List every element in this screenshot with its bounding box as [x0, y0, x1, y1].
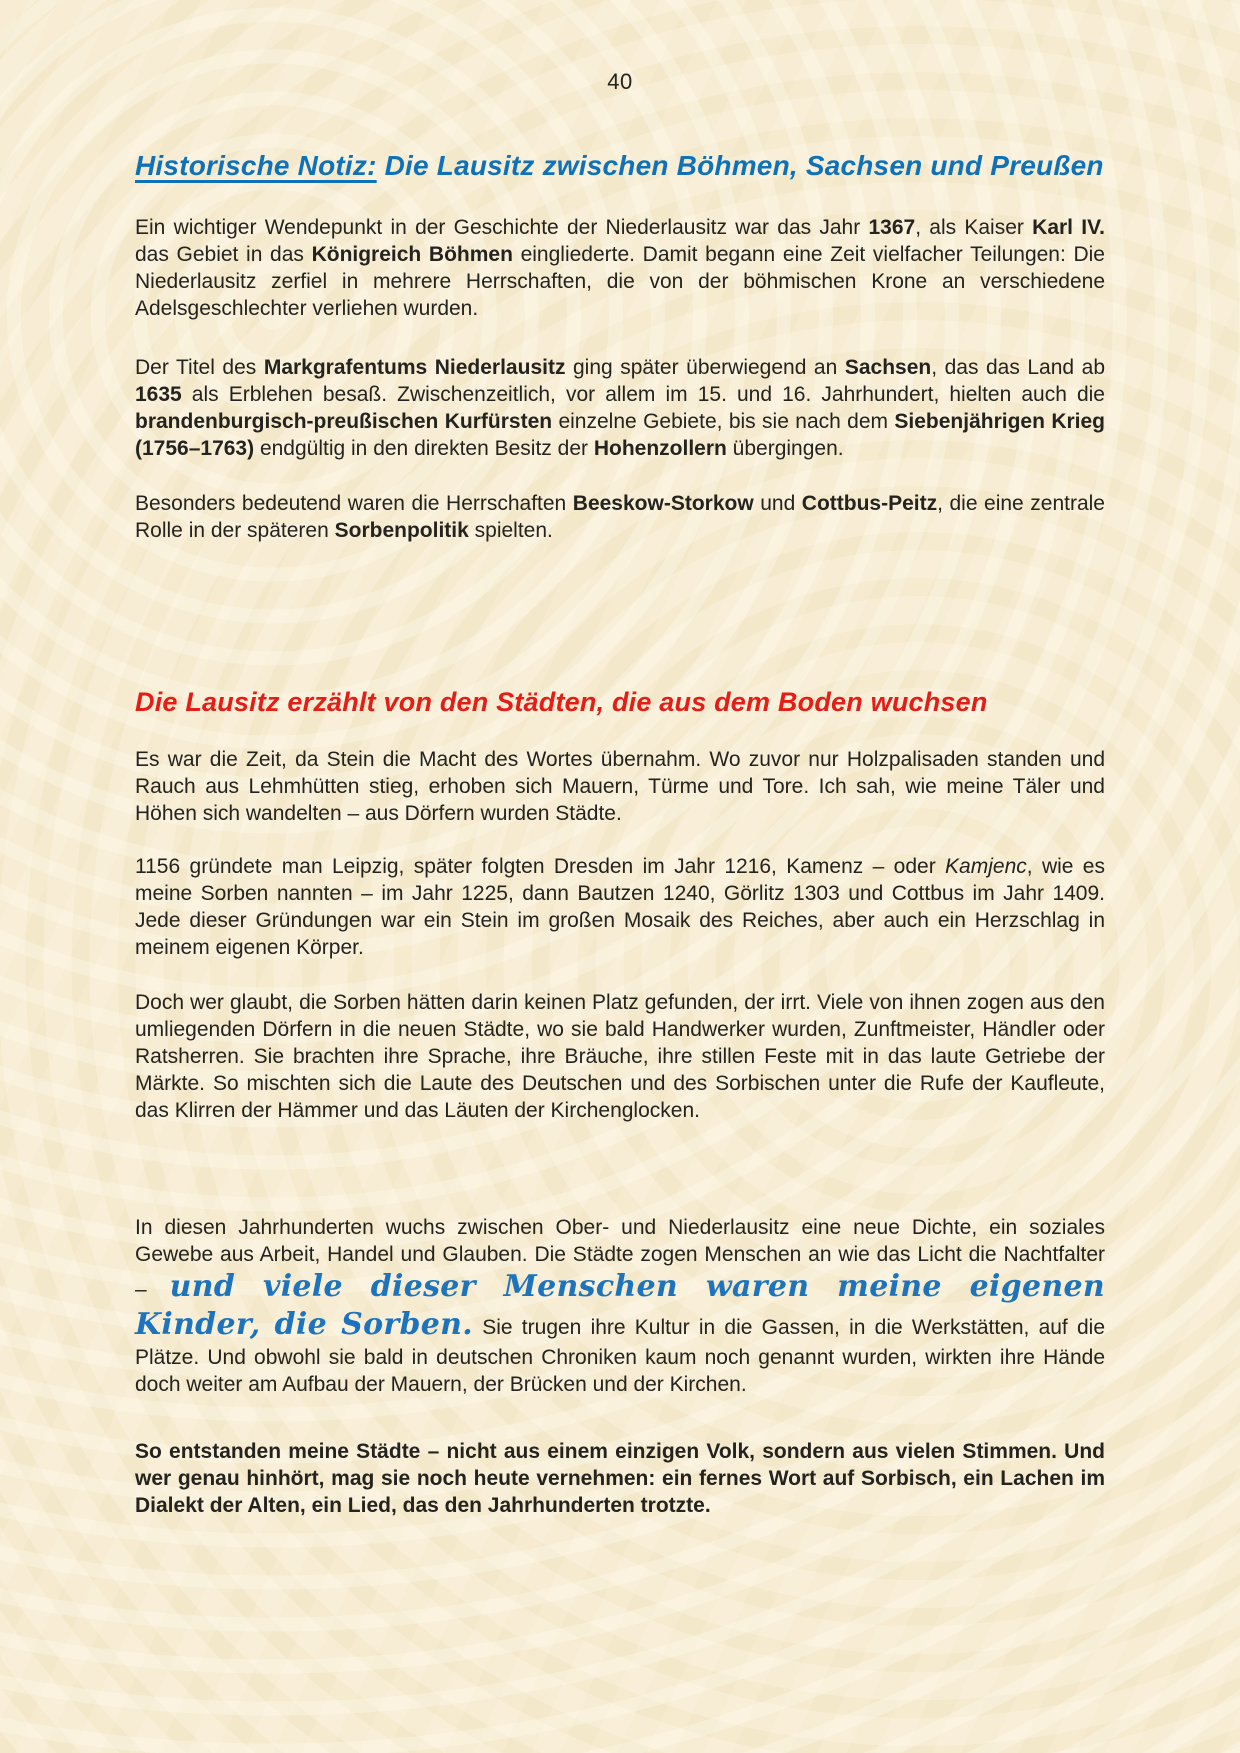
text-segment: , die eine zentrale Rolle in der späteren — [135, 492, 1105, 542]
text-segment: Beeskow-Storkow — [572, 492, 754, 515]
text-segment: Sorbenpolitik — [334, 519, 469, 542]
text-segment: Der Titel des — [135, 356, 264, 379]
text-segment: eingliederte. Damit begann eine Zeit vielfacher Teilungen: Die Niederlausitz zerfiel in mehrere Herrschaften, die von der böhmischen Krone an verschiedene Adelsgeschlechter verliehen wurden. — [135, 243, 1105, 320]
text-segment: So entstanden meine Städte – nicht aus einem einzigen Volk, sondern aus vielen Stimmen. Und wer genau hinhört, mag sie noch heute vernehmen: ein fernes Wort auf Sorbisch, ein Lachen im Dialekt der Alten, ein Lied, das den Jahrhunderten trotzte. — [135, 1440, 1105, 1517]
paragraph-soziales-gewebe — [135, 1214, 1105, 1398]
text-segment: Besonders bedeutend waren die Herrschaften — [135, 492, 573, 515]
text-segment: Es war die Zeit, da Stein die Macht des Wortes übernahm. Wo zuvor nur Holzpalisaden standen und Rauch aus Lehmhütten stieg, erhoben sich Mauern, Türme und Tore. Ich sah, wie meine Täler und Höhen sich wandelten – aus Dörfern wurden Städte. — [135, 748, 1105, 825]
paragraph-wendepunkt-1367 — [135, 214, 1105, 322]
text-segment: ging später überwiegend an — [565, 356, 845, 379]
text-segment: Doch wer glaubt, die Sorben hätten darin keinen Platz gefunden, der irrt. Viele von ihnen zogen aus den umliegenden Dörfern in die neuen Städte, wo sie bald Handwerker wurden, Zunftmeister, Händler oder Ratsherren. Sie brachten ihre Sprache, ihre Bräuche, ihre stillen Feste mit in das laute Getriebe der Märkte. So mischten sich die Laute des Deutschen und des Sorbischen unter die Rufe der Kaufleute, das Klirren der Hämmer und das Läuten der Kirchenglocken. — [135, 991, 1105, 1122]
paragraph-herrschaften — [135, 490, 1105, 544]
text-segment: als Erblehen besaß. Zwischenzeitlich, vor allem im 15. und 16. Jahrhundert, hielten auch die — [181, 383, 1105, 406]
text-segment: Hohenzollern — [593, 437, 727, 460]
text-segment: brandenburgisch-preußischen Kurfürsten — [135, 410, 553, 433]
text-segment: das Gebiet in das — [135, 243, 312, 266]
section-heading-staedte — [135, 684, 1105, 720]
text-segment: Karl IV. — [1032, 216, 1106, 239]
text-segment: Markgrafentums Niederlausitz — [263, 356, 566, 379]
paragraph-zeit-des-steins — [135, 746, 1105, 827]
paragraph-sorben-in-staedten — [135, 989, 1105, 1124]
text-segment: Königreich Böhmen — [311, 243, 513, 266]
text-segment: Ein wichtiger Wendepunkt in der Geschichte der Niederlausitz war das Jahr — [135, 216, 869, 239]
text-segment: , wie es meine Sorben nannten – im Jahr 1225, dann Bautzen 1240, Görlitz 1303 und Cottbus im Jahr 1409. Jede dieser Gründungen war ein Stein im großen Mosaik des Reiches, aber auch ein Herzschlag in meinem eigenen Körper. — [135, 855, 1105, 959]
text-segment: Sachsen — [844, 356, 932, 379]
text-segment: Siebenjährigen Krieg (1756–1763) — [135, 410, 1105, 460]
page-number: 40 — [607, 69, 633, 94]
text-segment: und — [753, 492, 802, 515]
heading-underlined-label: Historische Notiz: — [135, 150, 377, 181]
heading-rest: Die Lausitz zwischen Böhmen, Sachsen und Preußen — [376, 150, 1104, 181]
text-segment: In diesen Jahrhunderten wuchs zwischen Ober- und Niederlausitz eine neue Dichte, ein soziales Gewebe aus Arbeit, Handel und Glauben. Die Städte zogen Menschen an wie das Licht die Nachtfalter – — [135, 1216, 1105, 1301]
paragraph-stadtgruendungen — [135, 853, 1105, 961]
script-phrase: und viele dieser Menschen waren meine eigenen Kinder, die Sorben. — [135, 1269, 1105, 1342]
text-segment: 1635 — [135, 383, 182, 406]
text-segment: 1367 — [868, 216, 916, 239]
text-segment: spielten. — [468, 519, 553, 542]
paragraph-schluss-fazit — [135, 1438, 1105, 1519]
text-segment: 1156 gründete man Leipzig, später folgten Dresden im Jahr 1216, Kamenz – oder — [135, 855, 946, 878]
text-segment: , das das Land ab — [931, 356, 1105, 379]
text-segment: Cottbus-Peitz — [801, 492, 938, 515]
text-segment: übergingen. — [726, 437, 844, 460]
text-segment: Sie trugen ihre Kultur in die Gassen, in die Werkstätten, auf die Plätze. Und obwohl sie bald in deutschen Chroniken kaum noch genannt wurden, wirkten ihre Hände doch weiter am Aufbau der Mauern, der Brücken und der Kirchen. — [135, 1316, 1106, 1396]
section-heading-historische-notiz — [135, 148, 1105, 184]
text-segment: einzelne Gebiete, bis sie nach dem — [552, 410, 895, 433]
paragraph-markgrafentum — [135, 354, 1105, 462]
text-segment: , als Kaiser — [915, 216, 1033, 239]
text-segment: Kamjenc — [945, 855, 1027, 878]
text-segment: endgültig in den direkten Besitz der — [254, 437, 594, 460]
heading-text: Die Lausitz erzählt von den Städten, die aus dem Boden wuchsen — [135, 687, 988, 717]
